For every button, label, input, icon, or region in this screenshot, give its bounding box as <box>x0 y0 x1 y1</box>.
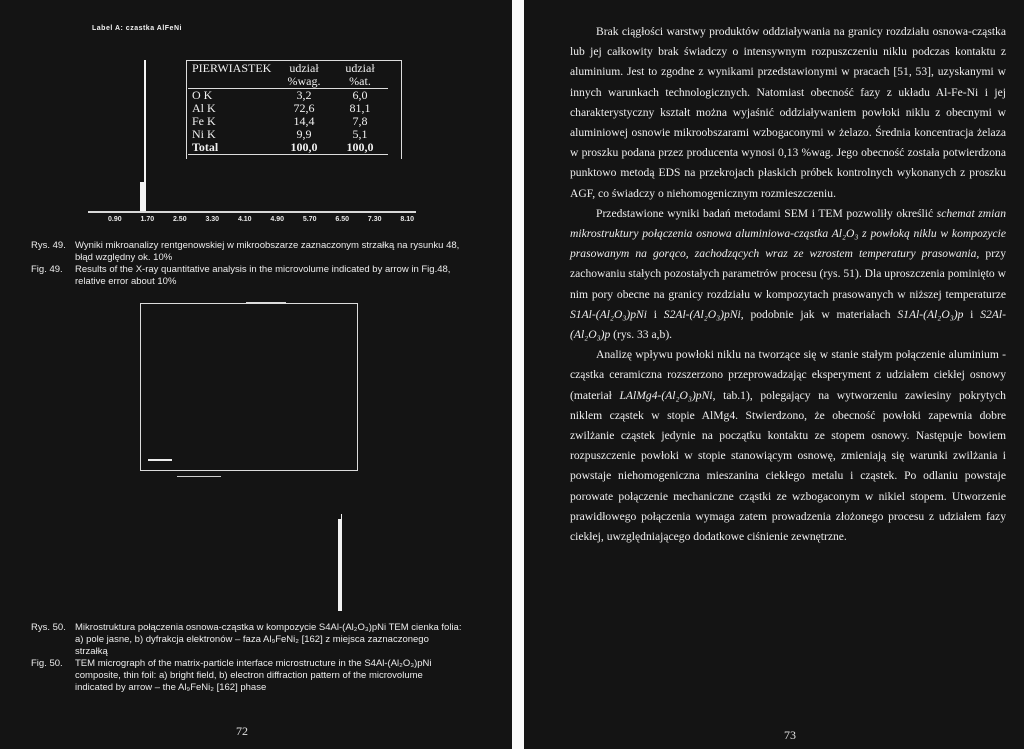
row-element: O K <box>192 88 213 102</box>
eds-results-table <box>188 60 388 155</box>
row-wag: 3,2 <box>296 88 312 102</box>
caption-text: TEM micrograph of the matrix-particle interface microstructure in the S4Al-(Al₂O₃)pNi <box>75 658 432 669</box>
body-text <box>570 22 1006 547</box>
scale-bar <box>148 459 172 461</box>
table-header-row <box>188 60 388 75</box>
x-tick: 6.50 <box>335 216 350 223</box>
row-at: 100,0 <box>332 141 388 155</box>
micrograph-divider <box>177 476 221 477</box>
paragraph <box>570 204 1006 345</box>
page-gutter <box>512 0 524 749</box>
header-wag: udział <box>289 61 319 75</box>
spectrum-label: Label A: czastka AlFeNi <box>92 25 182 32</box>
row-wag: 100,0 <box>276 141 332 155</box>
row-at: 7,8 <box>352 114 368 128</box>
material-code: S1Al-(Al₂O₃)p <box>897 307 964 321</box>
caption-number: Fig. 49. <box>31 264 63 275</box>
caption-fig-49 <box>31 264 501 288</box>
x-tick: 7.30 <box>367 216 382 223</box>
paragraph <box>570 345 1006 547</box>
header-element: PIERWIASTEK <box>192 61 272 75</box>
spectrum-x-axis <box>88 211 416 213</box>
caption-text: Mikrostruktura połączenia osnowa-cząstka w kompozycie S4Al-(Al₂O₃)pNi TEM cienka folia: <box>75 622 462 633</box>
caption-text: composite, thin foil: a) bright field, b) electron diffraction pattern of the microvolume <box>75 670 423 681</box>
x-tick: 2.50 <box>172 216 187 223</box>
x-tick: 1.70 <box>140 216 155 223</box>
caption-text: Results of the X-ray quantitative analysis in the microvolume indicated by arrow in Fig.48, <box>75 264 451 275</box>
row-element: Fe K <box>192 114 216 128</box>
row-at: 6,0 <box>352 88 368 102</box>
row-wag: 9,9 <box>296 127 312 141</box>
caption-text: Wyniki mikroanalizy rentgenowskiej w mikroobszarze zaznaczonym strzałką na rysunku 48, <box>75 240 460 251</box>
caption-text: błąd względny ok. 10% <box>75 252 173 263</box>
caption-rys-50 <box>31 622 501 658</box>
caption-number: Rys. 50. <box>31 622 66 633</box>
text-run: przy zachowaniu stałych pozostałych parametrów procesu (rys. 51). Dla uproszczenia pominięto w nim pory obecne na granicy rozdziału w kompozytach prasowanych w niższej temperaturze <box>570 247 1006 301</box>
arrow-marker <box>338 519 342 611</box>
row-element: Total <box>188 141 276 155</box>
page-number-right: 73 <box>784 728 796 742</box>
x-tick: 3.30 <box>205 216 220 223</box>
row-element: Ni K <box>192 127 216 141</box>
text-run: , podobnie jak w materiałach <box>740 307 898 321</box>
micrograph-top-marker <box>246 302 286 304</box>
x-tick: 8.10 <box>400 216 414 223</box>
table-header-units-row <box>188 75 388 89</box>
text-run: i <box>646 307 664 321</box>
italic-run: schemat zmian mikrostruktury połączenia osnowa aluminiowa-cząstka Al₂O₃ z powłoką niklu w kompozycie prasowanym na gorąco, zachodzących wraz ze wzrostem temperatury prasowania, <box>570 206 1006 261</box>
row-element: Al K <box>192 101 216 115</box>
text-run: Przedstawione wyniki badań metodami SEM i TEM pozwoliły określić <box>596 206 937 220</box>
caption-number: Fig. 50. <box>31 658 63 669</box>
page-number-left: 72 <box>236 724 248 738</box>
spectrum-baseline-peak <box>140 182 145 212</box>
row-wag: 72,6 <box>293 101 315 115</box>
material-code: S2Al-(Al₂O₃)pNi <box>663 307 741 321</box>
caption-rys-49 <box>31 240 501 264</box>
material-code: LAlMg4-(Al₂O₃)pNi <box>619 388 713 402</box>
text-run: i <box>963 307 981 321</box>
spectrum-x-ticks <box>108 216 414 223</box>
material-code: S1Al-(Al₂O₃)pNi <box>570 307 647 321</box>
paragraph: Brak ciągłości warstwy produktów oddziaływania na granicy rozdziału osnowa-cząstka lub jej całkowity brak świadczy o intensywnym rozpuszczeniu niklu podczas kontaktu z aluminium. Jest to zgodne z wynikami przedstawionymi w pracach [51, 53], uzyskanymi w innych warunkach technologicznych. Natomiast obecność fazy z układu Al-Fe-Ni i jej charakterystyczny kształt można wyjaśnić oddziaływaniem powłoki niklu z obecnymi w aluminiowej osnowie mikroobszarami wzbogaconymi w żelazo. Średnia koncentracja żelaza w proszku podana przez producenta wynosi 0,13 %wag. Jego obecność została potwierdzona punktowo metodą EDS na przekrojach płaskich próbek kontrolnych wykonanych z proszku AGF, co świadczy o niehomogenicznym rozmieszczeniu. <box>570 25 1006 200</box>
material-code: S2Al-(Al₂O₃)p <box>570 307 1006 342</box>
text-run: (rys. 33 a,b). <box>610 328 673 342</box>
caption-number: Rys. 49. <box>31 240 66 251</box>
x-tick: 4.10 <box>237 216 252 223</box>
x-tick: 5.70 <box>302 216 317 223</box>
row-at: 81,1 <box>349 101 371 115</box>
text-run: Analizę wpływu powłoki niklu na tworzące się w stanie stałym połączenie aluminium - cząstka ceramiczna rozszerzono przeprowadzając eksperyment z udziałem ciekłej osnowy (materiał <box>570 348 1006 402</box>
caption-text: indicated by arrow – the Al₉FeNi₂ [162] phase <box>75 682 267 693</box>
caption-text: a) pole jasne, b) dyfrakcja elektronów – faza Al₉FeNi₂ [162] z miejsca zaznaczonego <box>75 634 429 645</box>
row-wag: 14,4 <box>293 114 315 128</box>
caption-text: strzałką <box>75 646 108 657</box>
table-total-row <box>188 141 388 155</box>
caption-fig-50 <box>31 658 501 694</box>
right-page <box>524 0 1024 749</box>
text-run: , tab.1), polegający na wytworzeniu zawiesiny pokrytych niklem cząstek w stopie AlMg4. Stwierdzono, że obecność powłoki zapewnia dobre zwilżanie cząstek jedynie na początku kontaktu ze stopem osnowy. Następuje bowiem rozpuszczenie powłoki w stopie stanowiącym osnowę, zmieniają się warunki zwilżania i powstaje niehomogeniczna mieszanina ciekłego metalu i cząstek. Po odlaniu powstaje porowate połączenie mechaniczne cząstki ze wzbogaconym w nikiel stopem. Utworzenie prawidłowego połączenia wymaga zatem prowadzenia złożonego procesu z udziałem fazy ciekłej, uwzględniającego dodatkowe ciśnienie zewnętrzne. <box>570 388 1006 544</box>
x-tick: 0.90 <box>108 216 122 223</box>
micrograph-panel <box>140 303 358 471</box>
caption-text: relative error about 10% <box>75 276 177 287</box>
table-row <box>188 89 388 103</box>
header-at-unit: %at. <box>332 75 388 89</box>
header-at: udział <box>345 61 375 75</box>
header-wag-unit: %wag. <box>276 75 332 89</box>
x-tick: 4.90 <box>270 216 285 223</box>
row-at: 5,1 <box>352 127 368 141</box>
